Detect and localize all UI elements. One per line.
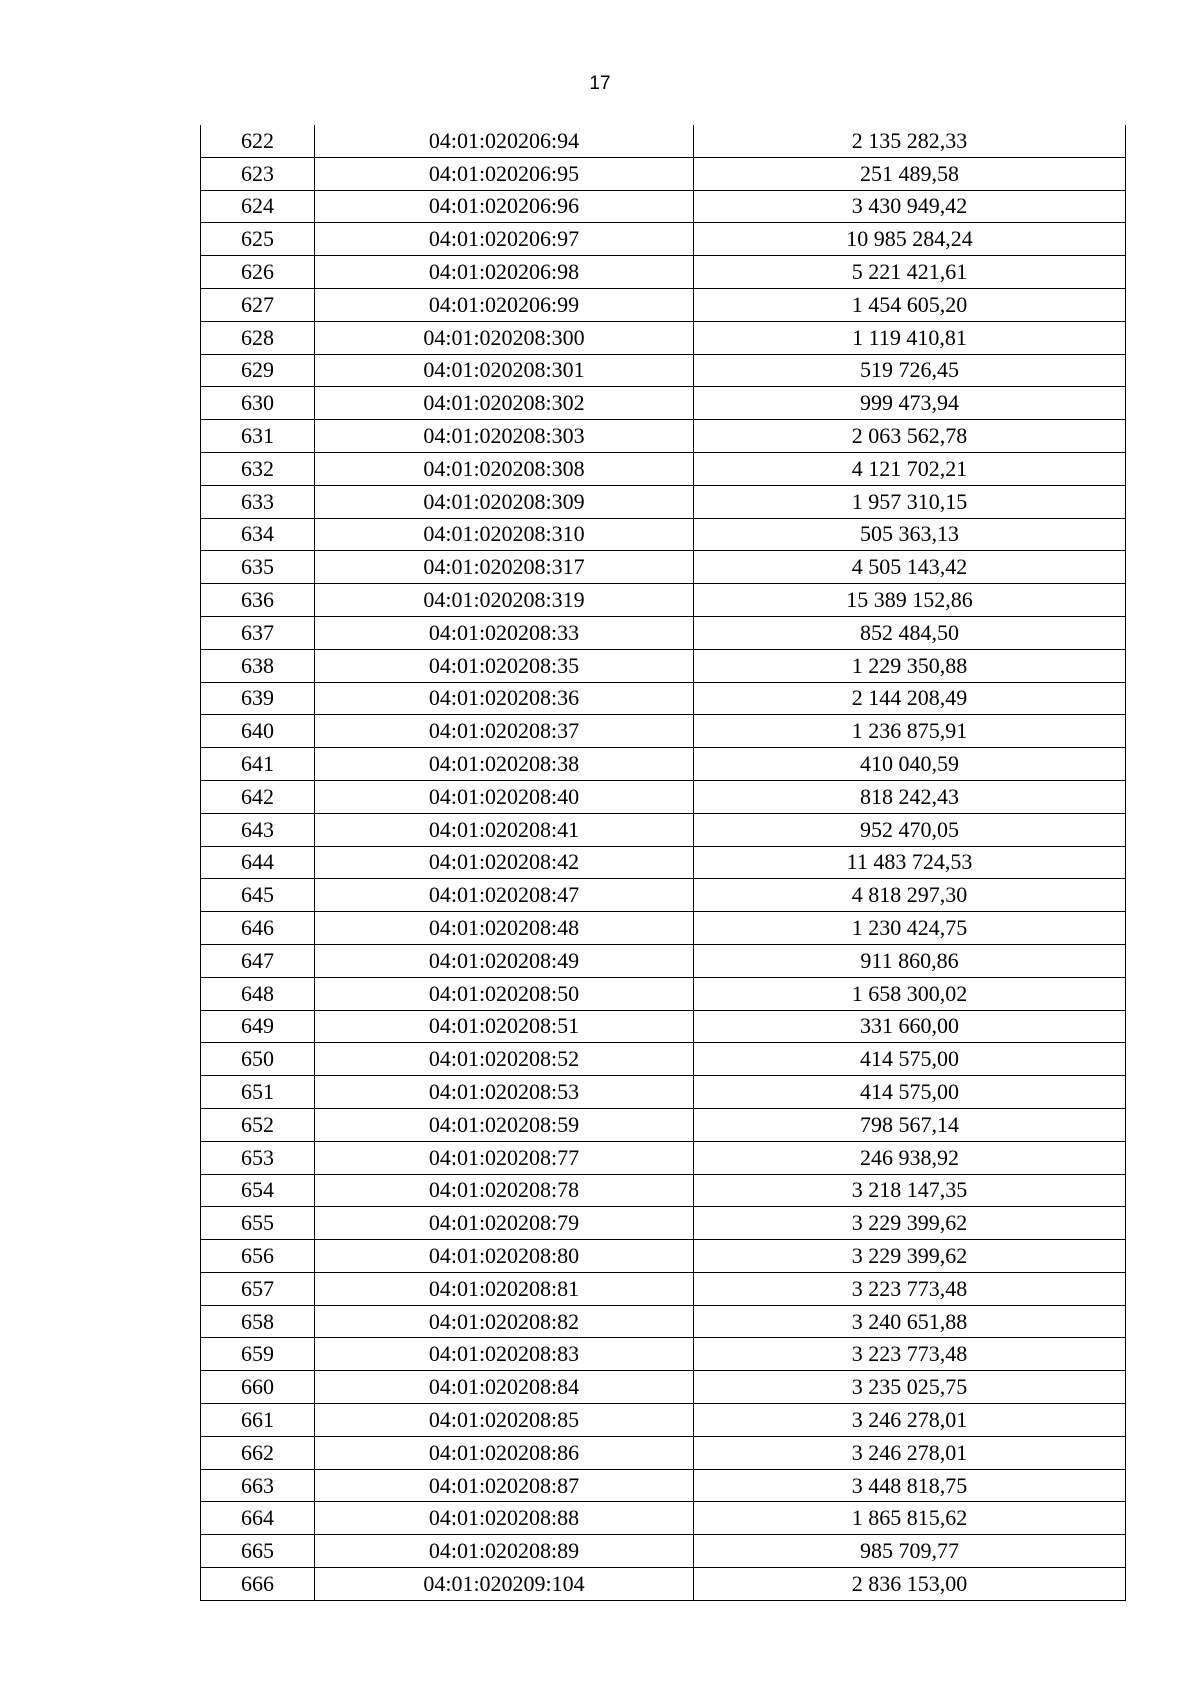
cadastral-number-cell: 04:01:020208:302	[315, 387, 694, 420]
value-cell: 10 985 284,24	[694, 223, 1126, 256]
row-number-cell: 635	[201, 551, 315, 584]
value-cell: 852 484,50	[694, 616, 1126, 649]
cadastral-number-cell: 04:01:020208:77	[315, 1141, 694, 1174]
table-row	[201, 584, 1126, 617]
table-row	[201, 912, 1126, 945]
value-cell: 911 860,86	[694, 944, 1126, 977]
value-cell: 1 230 424,75	[694, 912, 1126, 945]
value-cell: 3 229 399,62	[694, 1207, 1126, 1240]
table-row	[201, 977, 1126, 1010]
row-number-cell: 645	[201, 879, 315, 912]
table-row	[201, 420, 1126, 453]
table-row	[201, 1404, 1126, 1437]
table-row	[201, 1141, 1126, 1174]
value-cell: 505 363,13	[694, 518, 1126, 551]
row-number-cell: 626	[201, 256, 315, 289]
row-number-cell: 622	[201, 125, 315, 157]
row-number-cell: 642	[201, 780, 315, 813]
value-cell: 15 389 152,86	[694, 584, 1126, 617]
value-cell: 4 121 702,21	[694, 452, 1126, 485]
data-table	[200, 125, 1126, 1601]
cadastral-number-cell: 04:01:020208:52	[315, 1043, 694, 1076]
value-cell: 5 221 421,61	[694, 256, 1126, 289]
cadastral-number-cell: 04:01:020206:99	[315, 288, 694, 321]
value-cell: 3 240 651,88	[694, 1305, 1126, 1338]
row-number-cell: 653	[201, 1141, 315, 1174]
value-cell: 3 218 147,35	[694, 1174, 1126, 1207]
table-row	[201, 1371, 1126, 1404]
row-number-cell: 661	[201, 1404, 315, 1437]
cadastral-number-cell: 04:01:020208:83	[315, 1338, 694, 1371]
row-number-cell: 660	[201, 1371, 315, 1404]
value-cell: 798 567,14	[694, 1108, 1126, 1141]
cadastral-number-cell: 04:01:020206:96	[315, 190, 694, 223]
cadastral-number-cell: 04:01:020206:97	[315, 223, 694, 256]
table-row	[201, 321, 1126, 354]
cadastral-number-cell: 04:01:020208:36	[315, 682, 694, 715]
value-cell: 3 235 025,75	[694, 1371, 1126, 1404]
row-number-cell: 659	[201, 1338, 315, 1371]
value-cell: 985 709,77	[694, 1535, 1126, 1568]
cadastral-number-cell: 04:01:020208:319	[315, 584, 694, 617]
cadastral-number-cell: 04:01:020208:81	[315, 1272, 694, 1305]
cadastral-number-cell: 04:01:020206:95	[315, 157, 694, 190]
cadastral-number-cell: 04:01:020206:94	[315, 125, 694, 157]
table-row	[201, 1272, 1126, 1305]
cadastral-number-cell: 04:01:020208:303	[315, 420, 694, 453]
value-cell: 414 575,00	[694, 1043, 1126, 1076]
row-number-cell: 628	[201, 321, 315, 354]
cadastral-number-cell: 04:01:020208:51	[315, 1010, 694, 1043]
table-row	[201, 813, 1126, 846]
row-number-cell: 624	[201, 190, 315, 223]
cadastral-number-cell: 04:01:020208:42	[315, 846, 694, 879]
cadastral-number-cell: 04:01:020208:308	[315, 452, 694, 485]
cadastral-number-cell: 04:01:020208:80	[315, 1240, 694, 1273]
table-row	[201, 1338, 1126, 1371]
table-row	[201, 715, 1126, 748]
value-cell: 519 726,45	[694, 354, 1126, 387]
table-row	[201, 1076, 1126, 1109]
table-row	[201, 944, 1126, 977]
row-number-cell: 629	[201, 354, 315, 387]
row-number-cell: 654	[201, 1174, 315, 1207]
table-row	[201, 485, 1126, 518]
cadastral-number-cell: 04:01:020208:49	[315, 944, 694, 977]
value-cell: 1 658 300,02	[694, 977, 1126, 1010]
table-body	[201, 125, 1126, 1600]
row-number-cell: 652	[201, 1108, 315, 1141]
row-number-cell: 663	[201, 1469, 315, 1502]
cadastral-number-cell: 04:01:020208:35	[315, 649, 694, 682]
table-row	[201, 682, 1126, 715]
table-row	[201, 1305, 1126, 1338]
cadastral-number-cell: 04:01:020208:301	[315, 354, 694, 387]
cadastral-number-cell: 04:01:020208:87	[315, 1469, 694, 1502]
cadastral-number-cell: 04:01:020208:33	[315, 616, 694, 649]
value-cell: 999 473,94	[694, 387, 1126, 420]
cadastral-number-cell: 04:01:020208:88	[315, 1502, 694, 1535]
row-number-cell: 664	[201, 1502, 315, 1535]
value-cell: 410 040,59	[694, 748, 1126, 781]
cadastral-number-cell: 04:01:020208:41	[315, 813, 694, 846]
row-number-cell: 647	[201, 944, 315, 977]
table-row	[201, 1108, 1126, 1141]
value-cell: 3 430 949,42	[694, 190, 1126, 223]
cadastral-number-cell: 04:01:020208:310	[315, 518, 694, 551]
value-cell: 2 144 208,49	[694, 682, 1126, 715]
row-number-cell: 657	[201, 1272, 315, 1305]
row-number-cell: 631	[201, 420, 315, 453]
cadastral-number-cell: 04:01:020208:40	[315, 780, 694, 813]
row-number-cell: 648	[201, 977, 315, 1010]
row-number-cell: 633	[201, 485, 315, 518]
value-cell: 1 454 605,20	[694, 288, 1126, 321]
table-row	[201, 1469, 1126, 1502]
row-number-cell: 662	[201, 1436, 315, 1469]
row-number-cell: 666	[201, 1568, 315, 1601]
table-row	[201, 452, 1126, 485]
table-row	[201, 256, 1126, 289]
value-cell: 1 229 350,88	[694, 649, 1126, 682]
value-cell: 3 229 399,62	[694, 1240, 1126, 1273]
row-number-cell: 630	[201, 387, 315, 420]
row-number-cell: 636	[201, 584, 315, 617]
value-cell: 1 119 410,81	[694, 321, 1126, 354]
row-number-cell: 640	[201, 715, 315, 748]
value-cell: 1 236 875,91	[694, 715, 1126, 748]
cadastral-number-cell: 04:01:020208:59	[315, 1108, 694, 1141]
row-number-cell: 634	[201, 518, 315, 551]
value-cell: 3 246 278,01	[694, 1404, 1126, 1437]
table-row	[201, 1535, 1126, 1568]
table-row	[201, 518, 1126, 551]
cadastral-number-cell: 04:01:020208:309	[315, 485, 694, 518]
table-row	[201, 288, 1126, 321]
row-number-cell: 625	[201, 223, 315, 256]
cadastral-number-cell: 04:01:020208:317	[315, 551, 694, 584]
table-row	[201, 1436, 1126, 1469]
cadastral-number-cell: 04:01:020208:89	[315, 1535, 694, 1568]
value-cell: 414 575,00	[694, 1076, 1126, 1109]
value-cell: 3 246 278,01	[694, 1436, 1126, 1469]
page-number: 17	[589, 73, 611, 94]
cadastral-number-cell: 04:01:020208:48	[315, 912, 694, 945]
cadastral-number-cell: 04:01:020208:78	[315, 1174, 694, 1207]
row-number-cell: 643	[201, 813, 315, 846]
row-number-cell: 637	[201, 616, 315, 649]
table-row	[201, 1207, 1126, 1240]
table-row	[201, 616, 1126, 649]
table-row	[201, 190, 1126, 223]
table-row	[201, 1043, 1126, 1076]
row-number-cell: 651	[201, 1076, 315, 1109]
row-number-cell: 646	[201, 912, 315, 945]
row-number-cell: 649	[201, 1010, 315, 1043]
value-cell: 11 483 724,53	[694, 846, 1126, 879]
row-number-cell: 665	[201, 1535, 315, 1568]
value-cell: 952 470,05	[694, 813, 1126, 846]
table-row	[201, 649, 1126, 682]
row-number-cell: 623	[201, 157, 315, 190]
cadastral-number-cell: 04:01:020208:300	[315, 321, 694, 354]
cadastral-number-cell: 04:01:020208:38	[315, 748, 694, 781]
row-number-cell: 655	[201, 1207, 315, 1240]
row-number-cell: 639	[201, 682, 315, 715]
table-row	[201, 1502, 1126, 1535]
value-cell: 3 448 818,75	[694, 1469, 1126, 1502]
row-number-cell: 656	[201, 1240, 315, 1273]
cadastral-number-cell: 04:01:020208:84	[315, 1371, 694, 1404]
value-cell: 3 223 773,48	[694, 1272, 1126, 1305]
cadastral-number-cell: 04:01:020208:37	[315, 715, 694, 748]
row-number-cell: 644	[201, 846, 315, 879]
table-row	[201, 879, 1126, 912]
value-cell: 2 063 562,78	[694, 420, 1126, 453]
table-row	[201, 780, 1126, 813]
row-number-cell: 650	[201, 1043, 315, 1076]
table-row	[201, 1568, 1126, 1601]
row-number-cell: 627	[201, 288, 315, 321]
row-number-cell: 632	[201, 452, 315, 485]
table-row	[201, 387, 1126, 420]
cadastral-number-cell: 04:01:020206:98	[315, 256, 694, 289]
table-row	[201, 1240, 1126, 1273]
row-number-cell: 641	[201, 748, 315, 781]
cadastral-number-cell: 04:01:020209:104	[315, 1568, 694, 1601]
value-cell: 251 489,58	[694, 157, 1126, 190]
cadastral-number-cell: 04:01:020208:79	[315, 1207, 694, 1240]
table-row	[201, 1174, 1126, 1207]
table-row	[201, 1010, 1126, 1043]
table-row	[201, 748, 1126, 781]
value-cell: 331 660,00	[694, 1010, 1126, 1043]
value-cell: 2 836 153,00	[694, 1568, 1126, 1601]
value-cell: 2 135 282,33	[694, 125, 1126, 157]
table-row	[201, 354, 1126, 387]
table-row	[201, 551, 1126, 584]
value-cell: 3 223 773,48	[694, 1338, 1126, 1371]
value-cell: 1 957 310,15	[694, 485, 1126, 518]
value-cell: 4 818 297,30	[694, 879, 1126, 912]
value-cell: 246 938,92	[694, 1141, 1126, 1174]
value-cell: 818 242,43	[694, 780, 1126, 813]
table-row	[201, 157, 1126, 190]
cadastral-number-cell: 04:01:020208:85	[315, 1404, 694, 1437]
table-row	[201, 846, 1126, 879]
cadastral-number-cell: 04:01:020208:86	[315, 1436, 694, 1469]
cadastral-number-cell: 04:01:020208:47	[315, 879, 694, 912]
value-cell: 4 505 143,42	[694, 551, 1126, 584]
row-number-cell: 638	[201, 649, 315, 682]
table-row	[201, 125, 1126, 157]
table-row	[201, 223, 1126, 256]
cadastral-number-cell: 04:01:020208:82	[315, 1305, 694, 1338]
value-cell: 1 865 815,62	[694, 1502, 1126, 1535]
cadastral-number-cell: 04:01:020208:53	[315, 1076, 694, 1109]
cadastral-number-cell: 04:01:020208:50	[315, 977, 694, 1010]
row-number-cell: 658	[201, 1305, 315, 1338]
